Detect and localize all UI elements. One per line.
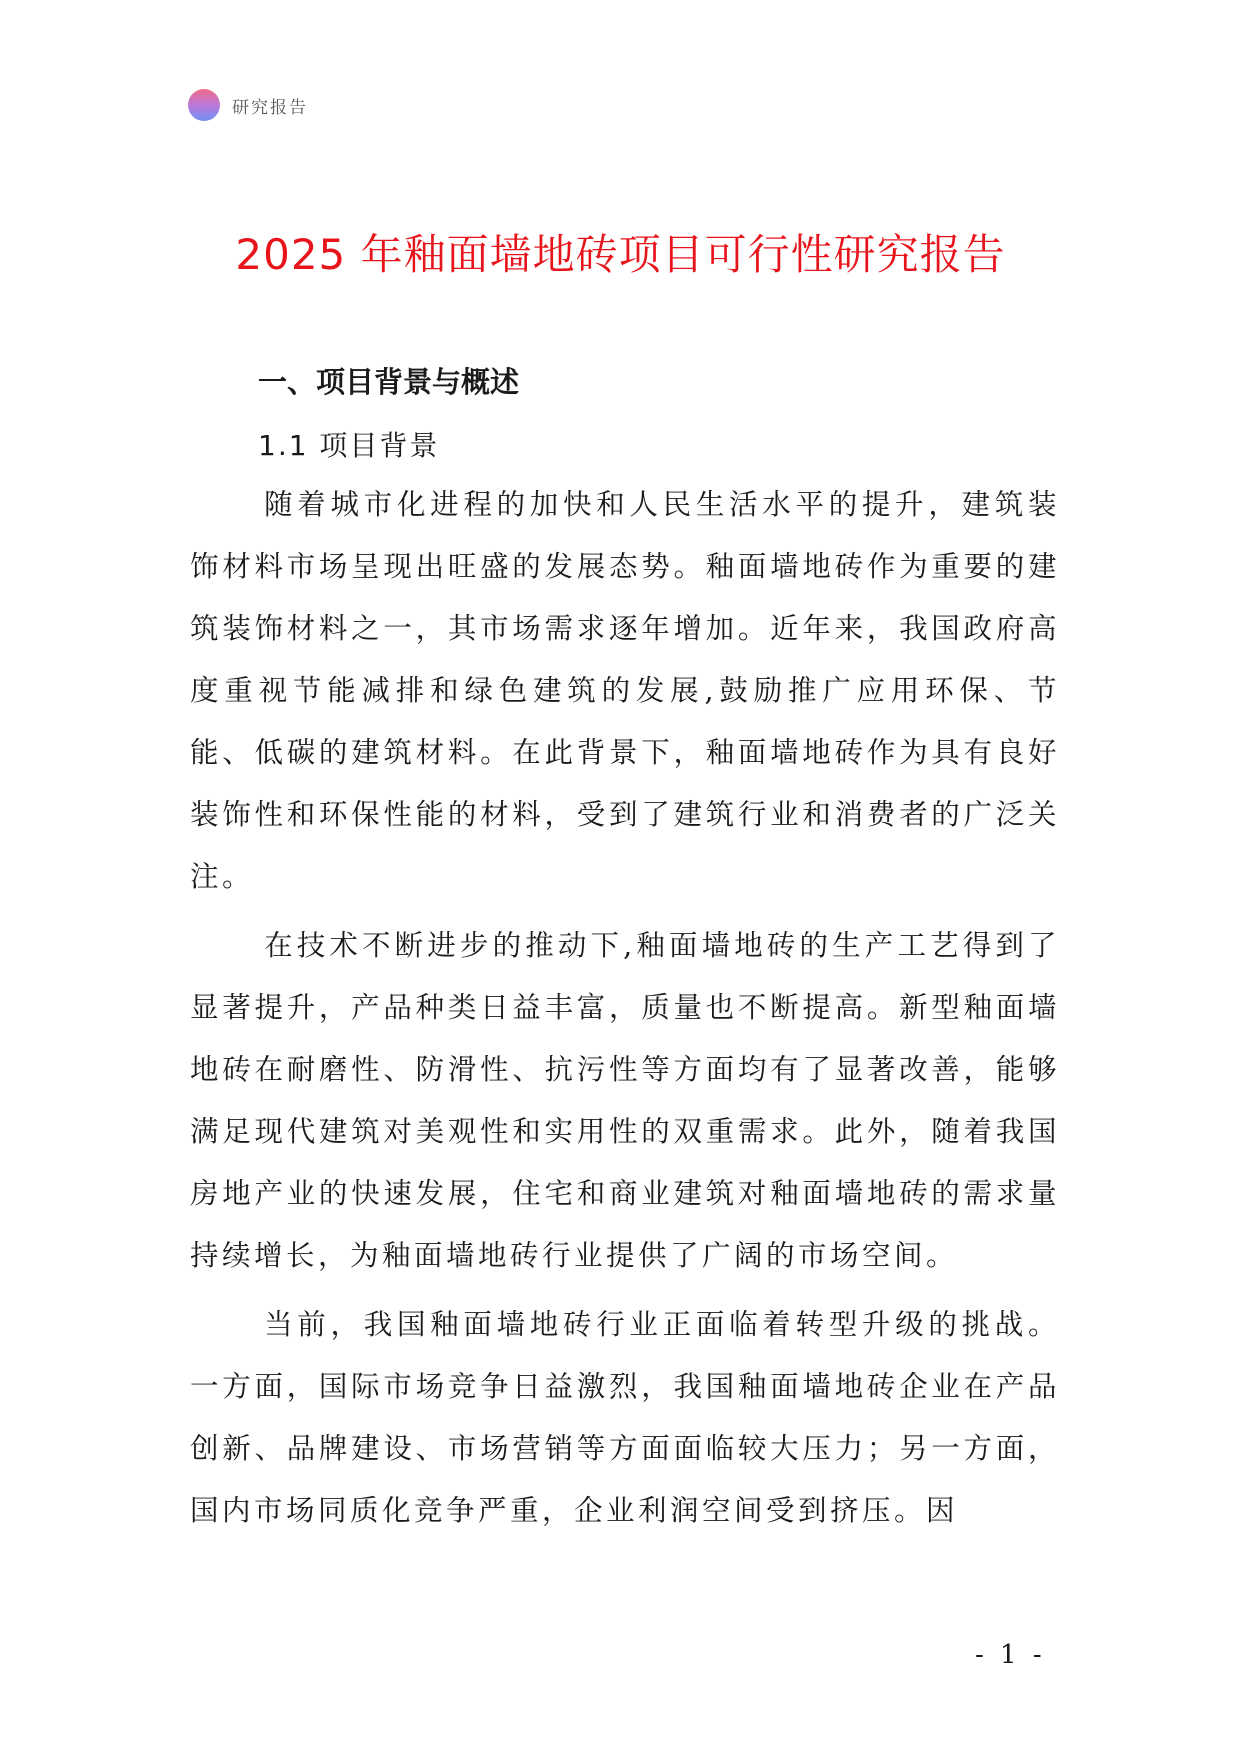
- paragraph: 当前，我国釉面墙地砖行业正面临着转型升级的挑战。一方面，国际市场竞争日益激烈，我国釉面墙地砖企业在产品创新、品牌建设、市场营销等方面面临较大压力；另一方面，国内市场同质化竞争严重，企业利润空间受到挤压。因: [190, 1308, 1060, 1527]
- logo-icon: [188, 89, 220, 121]
- subsection-heading: 1.1 项目背景: [258, 429, 440, 462]
- page-header: [188, 88, 308, 122]
- page-number: - 1 -: [975, 1640, 1046, 1670]
- section-heading: 一、项目背景与概述: [258, 365, 520, 399]
- header-label: 研究报告: [232, 97, 308, 118]
- document-title: 2025 年釉面墙地砖项目可行性研究报告: [235, 230, 1006, 279]
- paragraph: 随着城市化进程的加快和人民生活水平的提升，建筑装饰材料市场呈现出旺盛的发展态势。釉面墙地砖作为重要的建筑装饰材料之一，其市场需求逐年增加。近年来，我国政府高度重视节能减排和绿色建筑的发展,鼓励推广应用环保、节能、低碳的建筑材料。在此背景下，釉面墙地砖作为具有良好装饰性和环保性能的材料，受到了建筑行业和消费者的广泛关注。: [190, 488, 1060, 893]
- body-text: [190, 474, 1060, 1549]
- paragraph: 在技术不断进步的推动下,釉面墙地砖的生产工艺得到了显著提升，产品种类日益丰富，质量也不断提高。新型釉面墙地砖在耐磨性、防滑性、抗污性等方面均有了显著改善，能够满足现代建筑对美观性和实用性的双重需求。此外，随着我国房地产业的快速发展，住宅和商业建筑对釉面墙地砖的需求量持续增长，为釉面墙地砖行业提供了广阔的市场空间。: [190, 929, 1060, 1272]
